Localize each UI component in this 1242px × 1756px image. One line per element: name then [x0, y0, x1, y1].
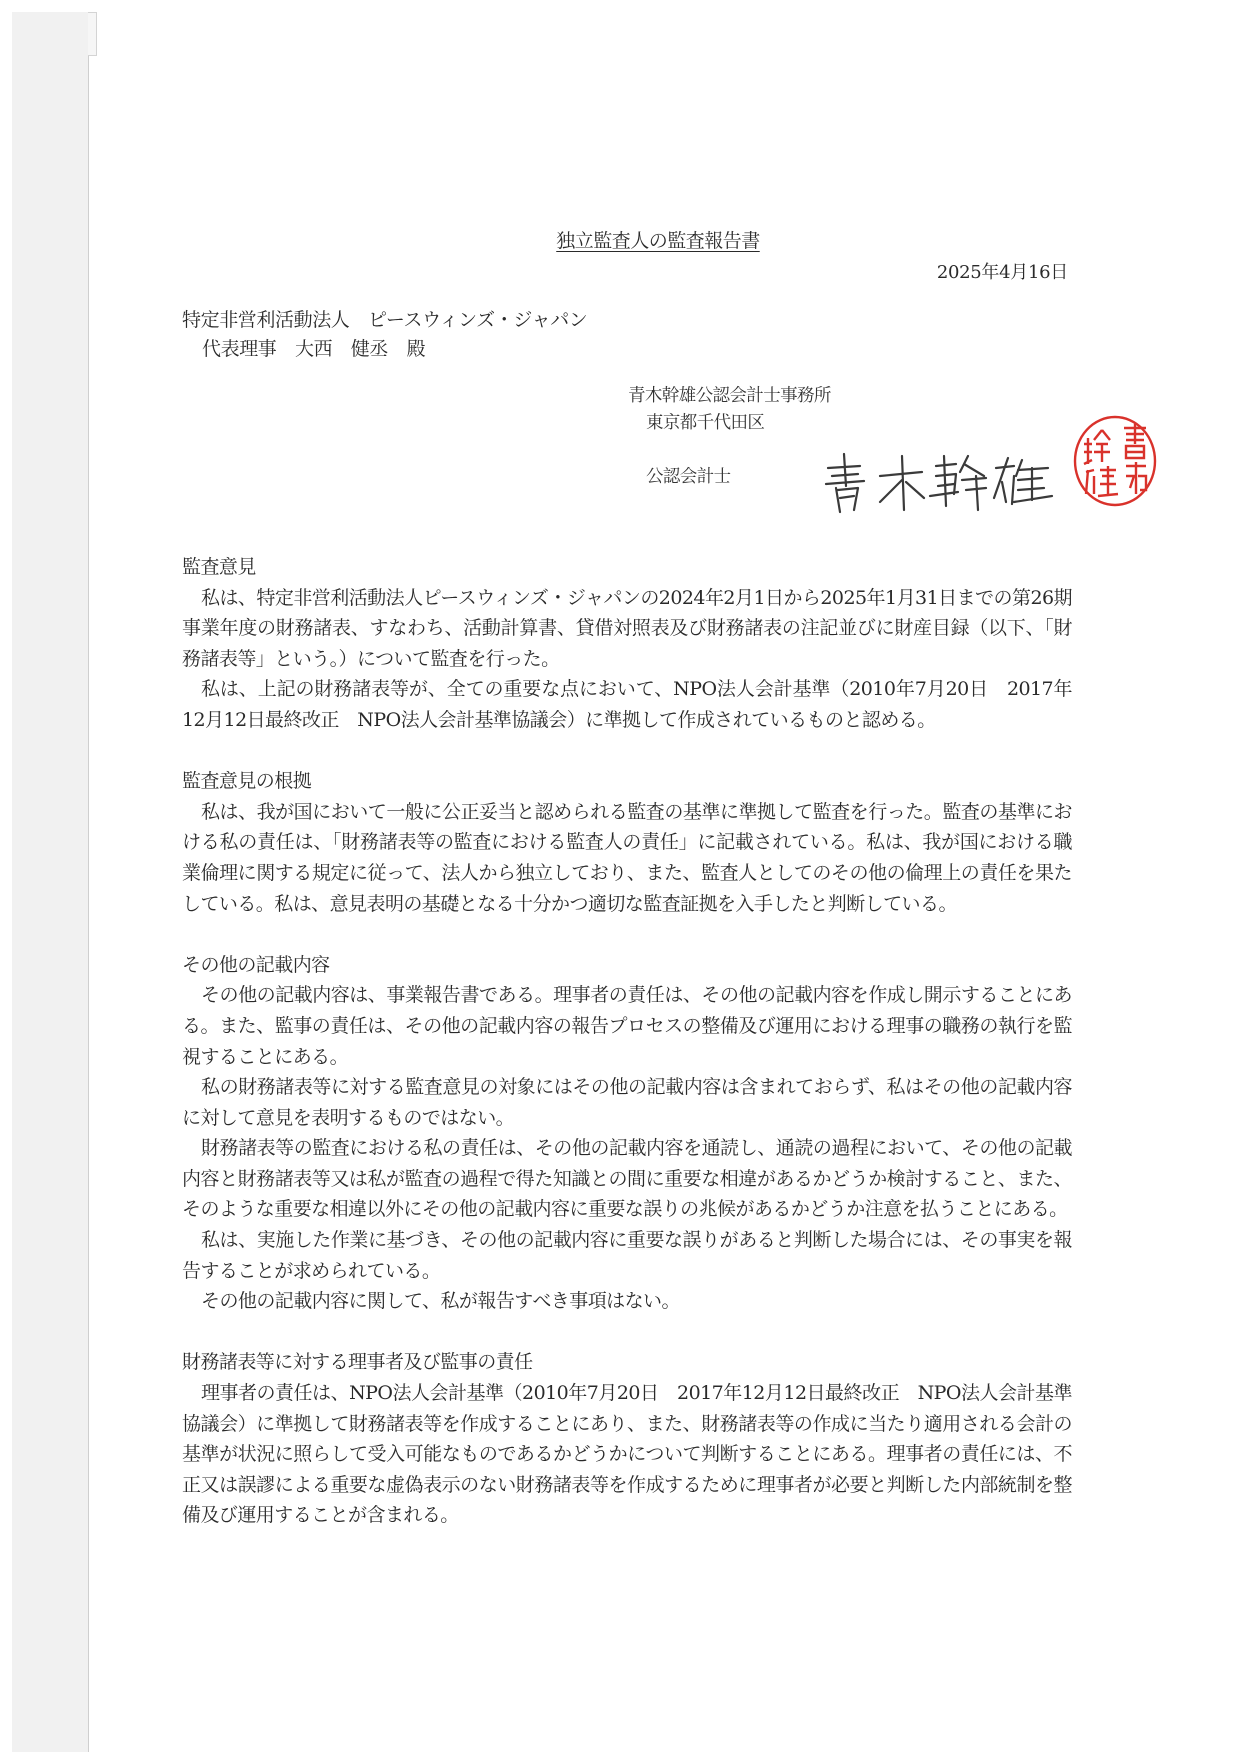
- section-heading-audit-opinion: 監査意見: [182, 556, 256, 578]
- addressee-block: [182, 306, 587, 364]
- paragraph: 私の財務諸表等に対する監査意見の対象にはその他の記載内容は含まれておらず、私はその他の記載内容に対して意見を表明するものではない。: [182, 1076, 1072, 1129]
- paragraph: 私は、上記の財務諸表等が、全ての重要な点において、NPO法人会計基準（2010年7月20日 2017年12月12日最終改正 NPO法人会計基準協議会）に準拠して作成されているものと認める。: [182, 678, 1072, 731]
- addressee-recipient: 代表理事 大西 健丞 殿: [202, 338, 426, 360]
- red-seal-stamp: [1072, 414, 1158, 508]
- title-text: 独立監査人の監査報告書: [556, 230, 760, 252]
- auditor-firm-name: 青木幹雄公認会計士事務所: [628, 386, 831, 406]
- paragraph: 私は、特定非営利活動法人ピースウィンズ・ジャパンの2024年2月1日から2025年1月31日までの第26期事業年度の財務諸表、すなわち、活動計算書、貸借対照表及び財務諸表の注記並びに財産目録（以下、「財務諸表等」という。）について監査を行った。: [182, 586, 1072, 670]
- paragraph: 私は、実施した作業に基づき、その他の記載内容に重要な誤りがあると判断した場合には、その事実を報告することが求められている。: [182, 1229, 1072, 1282]
- report-body: [182, 552, 1072, 1531]
- section-heading-basis-for-opinion: 監査意見の根拠: [182, 770, 312, 793]
- auditor-title: 公認会計士: [646, 467, 731, 487]
- addressee-organization: 特定非営利活動法人 ピースウィンズ・ジャパン: [182, 309, 588, 331]
- auditor-location: 東京都千代田区: [646, 413, 765, 433]
- paragraph: 財務諸表等の監査における私の責任は、その他の記載内容を通読し、通読の過程において、その他の記載内容と財務諸表等又は私が監査の過程で得た知識との間に重要な相違があるかどうか検討すること、また、そのような重要な相違以外にその他の記載内容に重要な誤りの兆候があるかどうか注意を払うことにある。: [182, 1137, 1072, 1221]
- auditor-firm-block: [628, 383, 831, 437]
- paragraph: 理事者の責任は、NPO法人会計基準（2010年7月20日 2017年12月12日最終改正 NPO法人会計基準協議会）に準拠して財務諸表等を作成することにあり、また、財務諸表等の作成に当たり適用される会計の基準が状況に照らして受入可能なものであるかどうかについて判断することにある。理事者の責任には、不正又は誤謬による重要な虚偽表示のない財務諸表等を作成するために理事者が必要と判断した内部統制を整備及び運用することが含まれる。: [182, 1382, 1072, 1527]
- section-heading-other-information: その他の記載内容: [182, 953, 330, 976]
- document-title: [0, 226, 1242, 253]
- report-date: 2025年4月16日: [936, 262, 1068, 283]
- section-spacer: [182, 736, 1072, 767]
- section-spacer: [182, 919, 1072, 950]
- handwritten-signature: [818, 446, 1058, 516]
- paragraph: 私は、我が国において一般に公正妥当と認められる監査の基準に準拠して監査を行った。監査の基準における私の責任は、「財務諸表等の監査における監査人の責任」に記載されている。私は、我が国における職業倫理に関する規定に従って、法人から独立しており、また、監査人としてのその他の倫理上の責任を果たしている。私は、意見表明の基礎となる十分かつ適切な監査証拠を入手したと判断している。: [182, 800, 1072, 915]
- paragraph: その他の記載内容に関して、私が報告すべき事項はない。: [201, 1290, 680, 1313]
- paragraph: その他の記載内容は、事業報告書である。理事者の責任は、その他の記載内容を作成し開示することにある。また、監事の責任は、その他の記載内容の報告プロセスの整備及び運用における理事の職務の執行を監視することにある。: [182, 984, 1072, 1068]
- section-heading-management-responsibility: 財務諸表等に対する理事者及び監事の責任: [182, 1351, 533, 1374]
- section-spacer: [182, 1317, 1072, 1348]
